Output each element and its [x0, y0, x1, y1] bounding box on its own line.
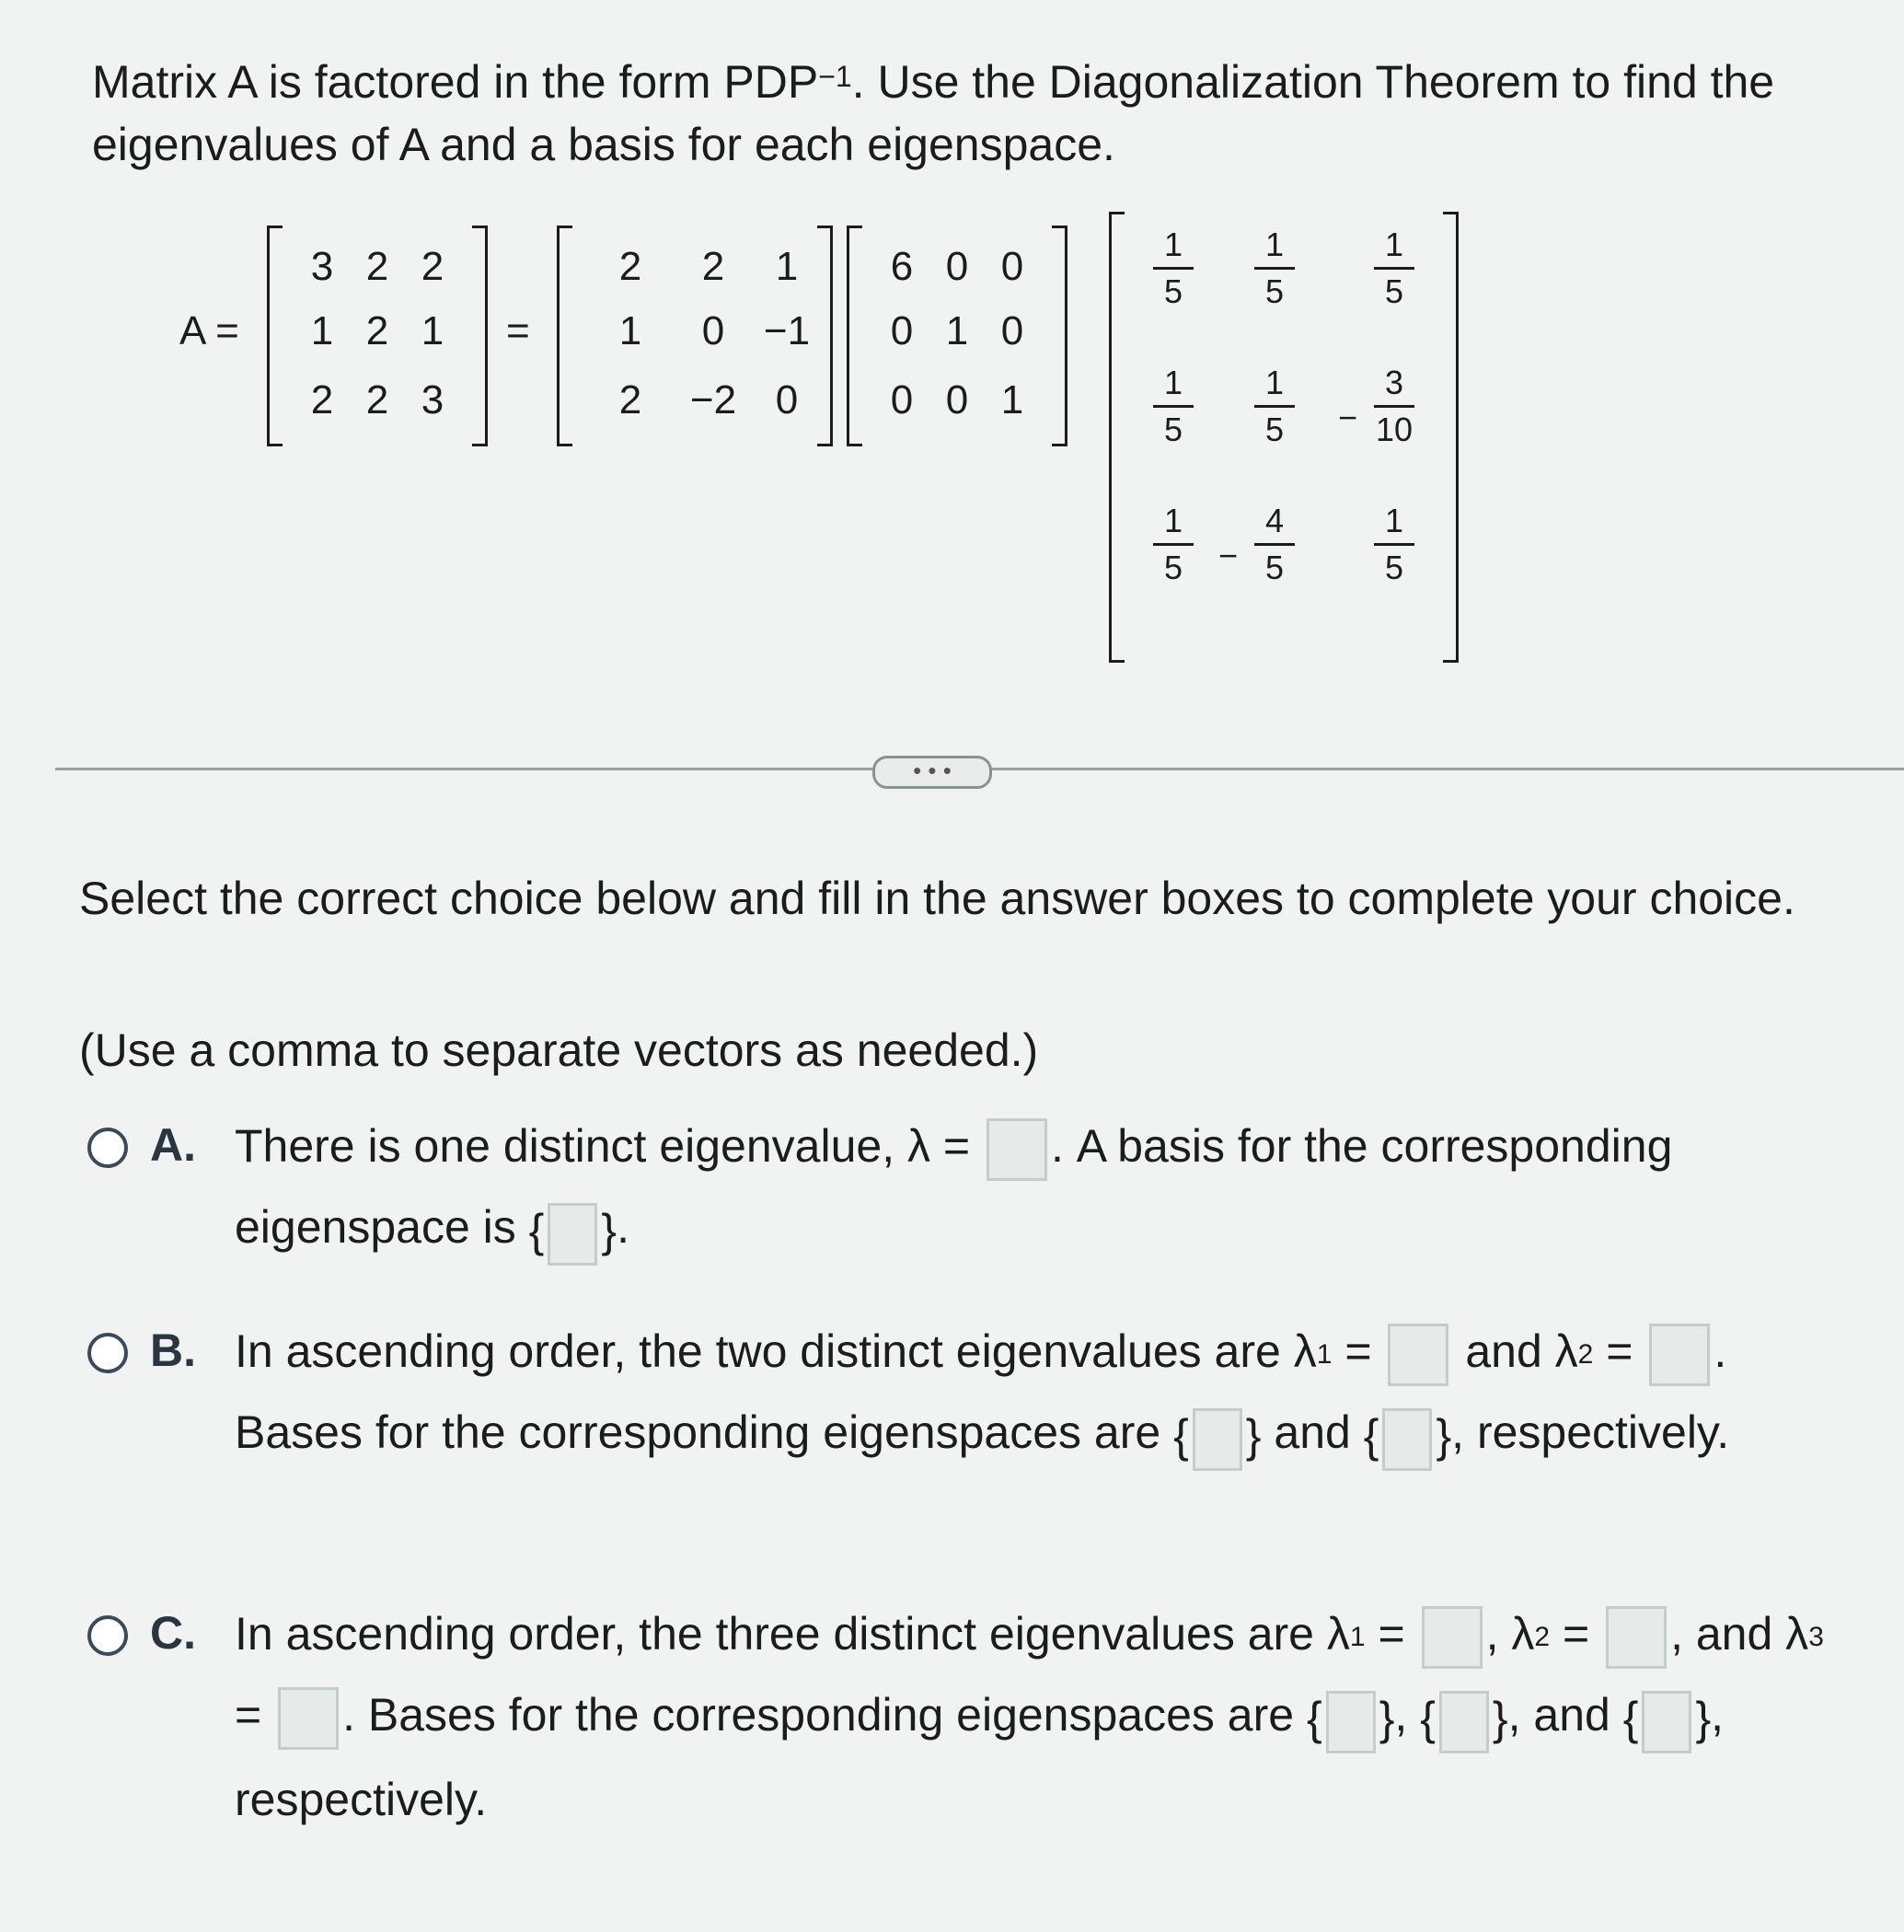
fraction-denominator: 5	[1264, 411, 1285, 448]
choice-c-text-1: In ascending order, the three distinct eigenvalues are λ	[235, 1608, 1350, 1660]
fraction-bar	[1254, 543, 1295, 546]
choice-b-sub-2: 2	[1577, 1339, 1594, 1370]
choice-c-basis-set-2: { }	[1420, 1678, 1507, 1759]
fraction-entry	[1344, 502, 1445, 587]
fraction-bar	[1374, 543, 1414, 546]
choice-c-equals-1: =	[1378, 1608, 1405, 1660]
choice-a-basis-set: { }	[529, 1190, 617, 1271]
choice-a-text-1: There is one distinct eigenvalue, λ =	[235, 1120, 971, 1172]
matrix-cell: 2	[365, 377, 389, 422]
choice-c-text-3: . Bases for the corresponding eigenspaces are	[342, 1689, 1295, 1741]
fraction-entry	[1123, 364, 1224, 449]
choice-b-basis1-input[interactable]	[1193, 1408, 1242, 1471]
matrix-cell: 0	[701, 308, 725, 353]
matrix-cell: 1	[945, 308, 969, 353]
matrix-cell: 6	[890, 244, 914, 289]
fraction-bar	[1254, 267, 1295, 270]
matrix-cell: 2	[618, 377, 642, 422]
matrix-cell: 0	[945, 244, 969, 289]
fraction-entry	[1338, 364, 1445, 449]
matrix-cell: 2	[701, 244, 725, 289]
choice-a-letter: A.	[150, 1119, 196, 1171]
fraction-denominator: 5	[1384, 272, 1404, 310]
matrix-d	[847, 226, 1067, 446]
right-bracket	[1443, 212, 1459, 663]
choice-a-body	[235, 1105, 1854, 1271]
fraction-entry	[1123, 502, 1224, 587]
choice-c-lambda3-input[interactable]	[278, 1687, 339, 1750]
choice-b-basis-set-1: { }	[1173, 1395, 1261, 1476]
choice-c-radio[interactable]	[87, 1615, 128, 1656]
fraction-entry	[1224, 226, 1325, 311]
fraction-numerator: 3	[1384, 364, 1404, 401]
choice-c-basis2-input[interactable]	[1439, 1691, 1489, 1753]
fraction-numerator: 1	[1163, 364, 1183, 401]
fraction-entry	[1218, 502, 1325, 587]
choice-a-basis-input[interactable]	[548, 1203, 597, 1266]
choice-c-equals-3: =	[235, 1689, 262, 1741]
choice-b-text-2: and λ	[1465, 1325, 1578, 1377]
prompt-end: . Use the Diagonalization Theorem to find the eigenvalues of A and a basis for each eigenspace.	[92, 56, 1775, 170]
matrix-cell: 1	[421, 308, 444, 353]
matrix-cell: 3	[310, 244, 334, 289]
choice-c-sub-2: 2	[1534, 1622, 1551, 1652]
choice-b-equals: =	[1344, 1325, 1372, 1377]
fraction-denominator: 5	[1163, 272, 1183, 310]
matrix-cell: 1	[310, 308, 334, 353]
fraction-denominator: 10	[1375, 411, 1414, 448]
matrix-cell: 2	[618, 244, 642, 289]
fraction-entry	[1344, 226, 1445, 311]
matrix-a	[267, 226, 488, 446]
choice-a-text-2: . A basis for the corresponding eigenspace is	[235, 1120, 1673, 1253]
choice-c-sep-1: , λ	[1485, 1608, 1535, 1660]
choice-b-lambda1-input[interactable]	[1388, 1324, 1448, 1386]
matrix-cell: 0	[775, 377, 799, 422]
matrix-cell: 0	[1000, 308, 1024, 353]
fraction-denominator: 5	[1264, 549, 1285, 586]
matrix-cell: 1	[775, 244, 799, 289]
choice-c-lambda1-input[interactable]	[1422, 1606, 1483, 1669]
right-bracket	[472, 226, 488, 446]
choice-b-lambda2-input[interactable]	[1649, 1324, 1710, 1386]
lhs-label: A =	[179, 308, 239, 353]
choice-a-radio[interactable]	[87, 1128, 128, 1168]
choice-b-text-5: , respectively.	[1451, 1406, 1730, 1458]
matrix-cell: 3	[421, 377, 444, 422]
choice-b-text-1: In ascending order, the two distinct eigenvalues are λ	[235, 1325, 1317, 1377]
choice-b-text-4: and	[1274, 1406, 1351, 1458]
matrix-cell: 1	[618, 308, 642, 353]
prompt-superscript: −1	[818, 60, 852, 93]
fraction-numerator: 1	[1264, 364, 1285, 401]
choice-a-eigenvalue-input[interactable]	[987, 1118, 1047, 1181]
fraction-entry	[1123, 226, 1224, 311]
matrix-cell: 2	[421, 244, 444, 289]
matrix-cell: 2	[310, 377, 334, 422]
choice-c-text-2: , and λ	[1670, 1608, 1809, 1660]
choice-c-sub-1: 1	[1349, 1622, 1366, 1652]
fraction-numerator: 1	[1264, 226, 1285, 263]
prompt-start: Matrix A is factored in the form PDP	[92, 56, 819, 108]
choice-c-basis-set-3: { }	[1623, 1678, 1711, 1759]
choice-c-equals-2: =	[1562, 1608, 1590, 1660]
choice-b-letter: B.	[150, 1325, 196, 1376]
question-prompt	[92, 51, 1841, 176]
hint-text: (Use a comma to separate vectors as needed.)	[79, 1024, 1039, 1076]
fraction-denominator: 5	[1163, 549, 1183, 586]
choice-b-basis-set-2: { }	[1364, 1395, 1451, 1476]
choice-b-radio[interactable]	[87, 1333, 128, 1373]
fraction-bar	[1153, 267, 1194, 270]
choice-b-sub-1: 1	[1316, 1339, 1333, 1370]
choice-c-lambda2-input[interactable]	[1606, 1606, 1667, 1669]
fraction-numerator: 1	[1163, 502, 1183, 539]
matrix-cell: 2	[365, 244, 389, 289]
matrix-p	[557, 226, 833, 446]
fraction-denominator: 5	[1384, 549, 1404, 586]
choice-c-sub-3: 3	[1808, 1622, 1824, 1652]
matrix-p-inverse	[1109, 212, 1459, 663]
matrix-cell: 0	[890, 377, 914, 422]
fraction-numerator: 1	[1384, 226, 1404, 263]
fraction-numerator: 1	[1384, 502, 1404, 539]
fraction-bar	[1153, 405, 1194, 408]
choice-c-basis-set-1: { }	[1307, 1678, 1394, 1759]
fraction-numerator: 1	[1163, 226, 1183, 263]
matrix-cell: −1	[763, 308, 811, 353]
matrix-cell: 0	[945, 377, 969, 422]
choice-b-equals-2: =	[1606, 1325, 1633, 1377]
matrix-cell: 2	[365, 308, 389, 353]
matrix-cell: 0	[890, 308, 914, 353]
matrix-cell: 1	[1000, 377, 1024, 422]
choice-c-comma: ,	[1394, 1689, 1408, 1741]
choice-b-basis2-input[interactable]	[1382, 1408, 1432, 1471]
fraction-bar	[1254, 405, 1295, 408]
choice-c-text-4: , and	[1507, 1689, 1610, 1741]
fraction-sign: −	[1338, 399, 1358, 436]
choice-b-text-3: . Bases for the corresponding eigenspaces are	[235, 1325, 1727, 1458]
fraction-bar	[1374, 405, 1414, 408]
fraction-numerator: 4	[1264, 502, 1285, 539]
left-bracket	[557, 226, 572, 446]
instructions: Select the correct choice below and fill in the answer boxes to complete your choice.	[79, 873, 1795, 924]
matrix-cell: −2	[689, 377, 737, 422]
choice-c-basis3-input[interactable]	[1642, 1691, 1691, 1753]
fraction-bar	[1153, 543, 1194, 546]
choice-a-text-3: .	[617, 1201, 629, 1253]
choice-c-basis1-input[interactable]	[1326, 1691, 1376, 1753]
choice-c-text-5: , respectively.	[235, 1689, 1725, 1825]
choice-b-body	[235, 1311, 1854, 1476]
matrix-cell: 0	[1000, 244, 1024, 289]
show-more-button[interactable]: • • •	[872, 756, 992, 789]
choice-c-letter: C.	[150, 1607, 196, 1659]
right-bracket	[1052, 226, 1067, 446]
fraction-entry	[1224, 364, 1325, 449]
fraction-denominator: 5	[1264, 272, 1285, 310]
fraction-bar	[1374, 267, 1414, 270]
fraction-denominator: 5	[1163, 411, 1183, 448]
equals-sign: =	[506, 308, 530, 353]
choice-c-body	[235, 1593, 1854, 1840]
fraction-sign: −	[1218, 537, 1239, 574]
factorization-equation	[179, 216, 1468, 677]
